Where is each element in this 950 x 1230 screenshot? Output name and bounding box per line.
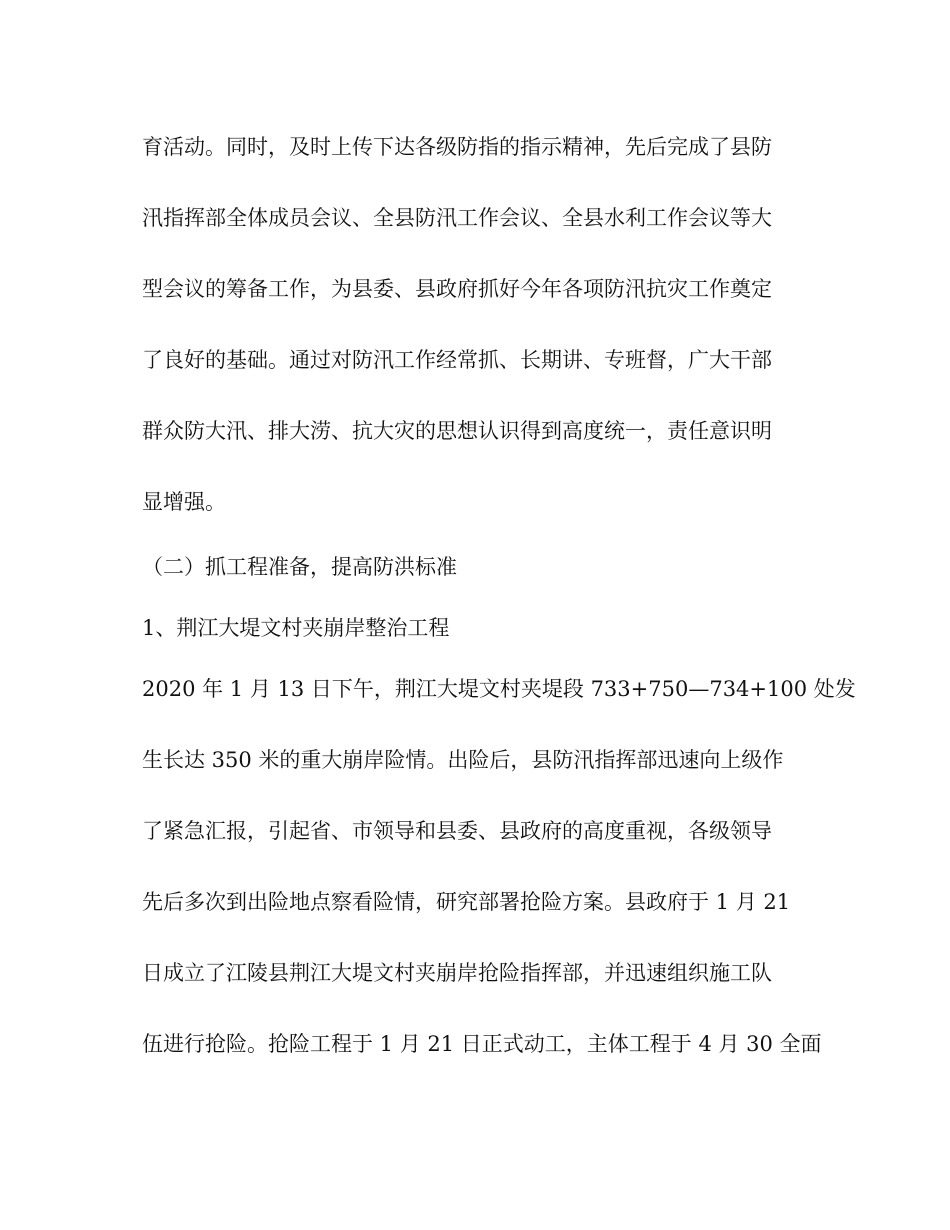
subsection-heading: 1、荆江大堤文村夹崩岸整治工程 (142, 616, 450, 640)
text-line: 2020 年 1 月 13 日下午，荆江大堤文村夹堤段 733+750—734+100 处发 (142, 677, 856, 701)
text-line: 群众防大汛、排大涝、抗大灾的思想认识得到高度统一，责任意识明 (142, 419, 772, 443)
section-heading: （二）抓工程准备，提高防洪标准 (142, 555, 457, 579)
text-line: 显增强。 (142, 490, 226, 514)
text-line: 汛指挥部全体成员会议、全县防汛工作会议、全县水利工作会议等大 (142, 206, 772, 230)
text-line: 型会议的筹备工作，为县委、县政府抓好今年各项防汛抗灾工作奠定 (142, 277, 772, 301)
text-line: 伍进行抢险。抢险工程于 1 月 21 日正式动工，主体工程于 4 月 30 全面 (142, 1032, 822, 1056)
text-line: 了紧急汇报，引起省、市领导和县委、县政府的高度重视，各级领导 (142, 819, 772, 843)
text-line: 日成立了江陵县荆江大堤文村夹崩岸抢险指挥部，并迅速组织施工队 (142, 961, 772, 985)
text-line: 先后多次到出险地点察看险情，研究部署抢险方案。县政府于 1 月 21 (142, 890, 791, 914)
text-line: 了良好的基础。通过对防汛工作经常抓、长期讲、专班督，广大干部 (142, 348, 772, 372)
text-line: 育活动。同时，及时上传下达各级防指的指示精神，先后完成了县防 (142, 135, 772, 159)
text-line: 生长达 350 米的重大崩岸险情。出险后，县防汛指挥部迅速向上级作 (142, 748, 784, 772)
